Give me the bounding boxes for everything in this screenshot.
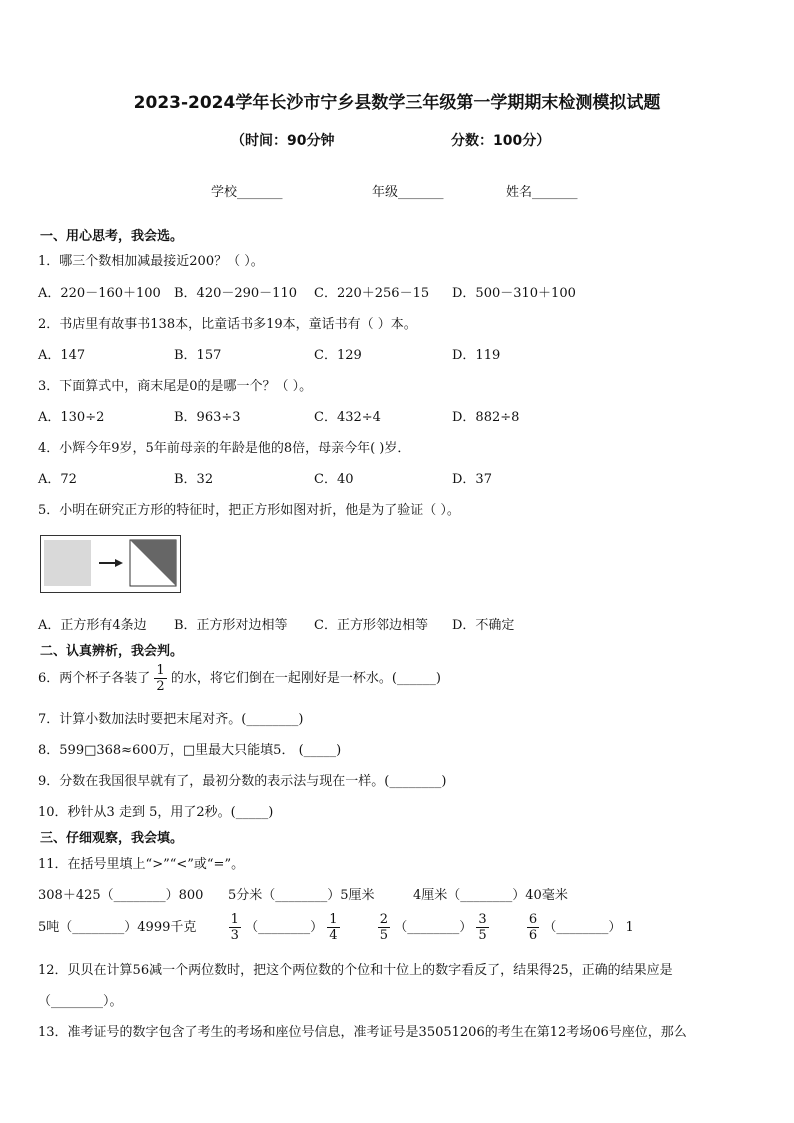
- q11-blank-5: （________）: [245, 920, 324, 935]
- question-3: 3．下面算式中，商末尾是0的是哪一个？（ ）。: [38, 379, 313, 394]
- question-11: 11．在括号里填上“>”“<”或“=”。: [38, 857, 245, 872]
- q4-option-b: B．32: [174, 472, 214, 487]
- question-9: 9．分数在我国很早就有了，最初分数的表示法与现在一样。(________): [38, 774, 447, 789]
- question-7: 7．计算小数加法时要把末尾对齐。(________): [38, 712, 304, 727]
- question-8: 8．599□368≈600万，□里最大只能填5． (_____): [38, 743, 342, 758]
- q5-option-d: D．不确定: [452, 618, 515, 633]
- fraction-denominator: 5: [379, 928, 389, 943]
- section-3-heading: 三、仔细观察，我会填。: [40, 831, 184, 846]
- fraction-numerator: 3: [478, 912, 487, 927]
- arrow-head-icon: [115, 559, 123, 567]
- q1-option-c: C．220＋256－15: [314, 286, 430, 301]
- q11-fraction-3: [378, 912, 390, 943]
- q2-option-b: B．157: [174, 348, 222, 363]
- section-2-heading: 二、认真辨析，我会判。: [40, 644, 184, 659]
- question-12-line-2: （________）。: [38, 994, 123, 1009]
- square-fold-figure: [40, 535, 181, 593]
- q2-option-a: A．147: [38, 348, 86, 363]
- q6-text-before: 6．两个杯子各装了: [38, 671, 151, 686]
- q6-fraction-numerator: 1: [156, 663, 165, 678]
- q6-fraction-denominator: 2: [156, 679, 165, 694]
- fraction-numerator: 1: [230, 912, 239, 927]
- q11-fraction-2: [327, 912, 339, 943]
- q3-option-a: A．130÷2: [38, 410, 105, 425]
- q6-fraction: [154, 663, 166, 694]
- fraction-denominator: 5: [478, 928, 487, 943]
- q6-text-after: 的水，将它们倒在一起刚好是一杯水。(______): [170, 671, 441, 686]
- page-title: 2023-2024学年长沙市宁乡县数学三年级第一学期期末检测模拟试题: [133, 93, 661, 113]
- exam-score: 分数：100分）: [451, 133, 551, 149]
- q3-option-b: B．963÷3: [174, 410, 241, 425]
- q11-one: 1: [625, 920, 634, 935]
- square-shape: [44, 540, 91, 586]
- fraction-denominator: 3: [230, 928, 239, 943]
- fraction-denominator: 6: [528, 928, 538, 943]
- fold-diagram: [41, 536, 179, 591]
- q11-row-2: [38, 908, 634, 948]
- q4-option-d: D．37: [452, 472, 492, 487]
- school-field: 学校_______: [211, 185, 283, 200]
- q11-blank-7: （________）: [543, 920, 622, 935]
- q4-option-c: C．40: [314, 472, 354, 487]
- q11-fraction-4: [476, 912, 488, 943]
- q3-option-d: D．882÷8: [452, 410, 520, 425]
- q11-item-3: 4厘米（________）40毫米: [413, 888, 568, 903]
- question-4: 4．小辉今年9岁，5年前母亲的年龄是他的8倍，母亲今年( )岁．: [38, 441, 411, 456]
- q3-option-c: C．432÷4: [314, 410, 381, 425]
- fraction-numerator: 1: [329, 912, 338, 927]
- q4-option-a: A．72: [38, 472, 77, 487]
- q2-option-d: D．119: [452, 348, 501, 363]
- q1-option-b: B．420－290－110: [174, 286, 297, 301]
- q11-item-1: 308＋425（________）800: [38, 888, 204, 903]
- fraction-numerator: 6: [528, 912, 538, 927]
- q5-option-c: C．正方形邻边相等: [314, 618, 428, 633]
- q1-option-a: A．220－160＋100: [38, 286, 161, 301]
- name-field: 姓名_______: [506, 185, 578, 200]
- question-6: [38, 662, 441, 696]
- q11-blank-6: （________）: [394, 920, 473, 935]
- q5-option-a: A．正方形有4条边: [38, 618, 147, 633]
- q1-option-d: D．500－310＋100: [452, 286, 576, 301]
- question-5: 5．小明在研究正方形的特征时，把正方形如图对折，他是为了验证（ ）。: [38, 503, 460, 518]
- question-13: 13．准考证号的数字包含了考生的考场和座位号信息，准考证号是35051206的考生在第12考场06号座位，那么: [38, 1025, 687, 1040]
- question-10: 10．秒针从3 走到 5，用了2秒。(_____): [38, 805, 274, 820]
- q11-fraction-1: [229, 912, 241, 943]
- exam-time: （时间：90分钟: [231, 133, 335, 149]
- question-12-line-1: 12．贝贝在计算56减一个两位数时，把这个两位数的个位和十位上的数字看反了，结果得25，正确的结果应是: [38, 963, 673, 978]
- q2-option-c: C．129: [314, 348, 362, 363]
- q11-fraction-5: [527, 912, 539, 943]
- question-2: 2．书店里有故事书138本，比童话书多19本，童话书有（ ）本。: [38, 317, 417, 332]
- question-1: 1．哪三个数相加减最接近200？（ ）。: [38, 254, 264, 269]
- section-1-heading: 一、用心思考，我会选。: [40, 229, 184, 244]
- fraction-denominator: 4: [329, 928, 338, 943]
- grade-field: 年级_______: [372, 185, 444, 200]
- q11-item-4: 5吨（________）4999千克: [38, 920, 197, 935]
- q5-option-b: B．正方形对边相等: [174, 618, 288, 633]
- q11-item-2: 5分米（________）5厘米: [228, 888, 375, 903]
- fraction-numerator: 2: [379, 912, 389, 927]
